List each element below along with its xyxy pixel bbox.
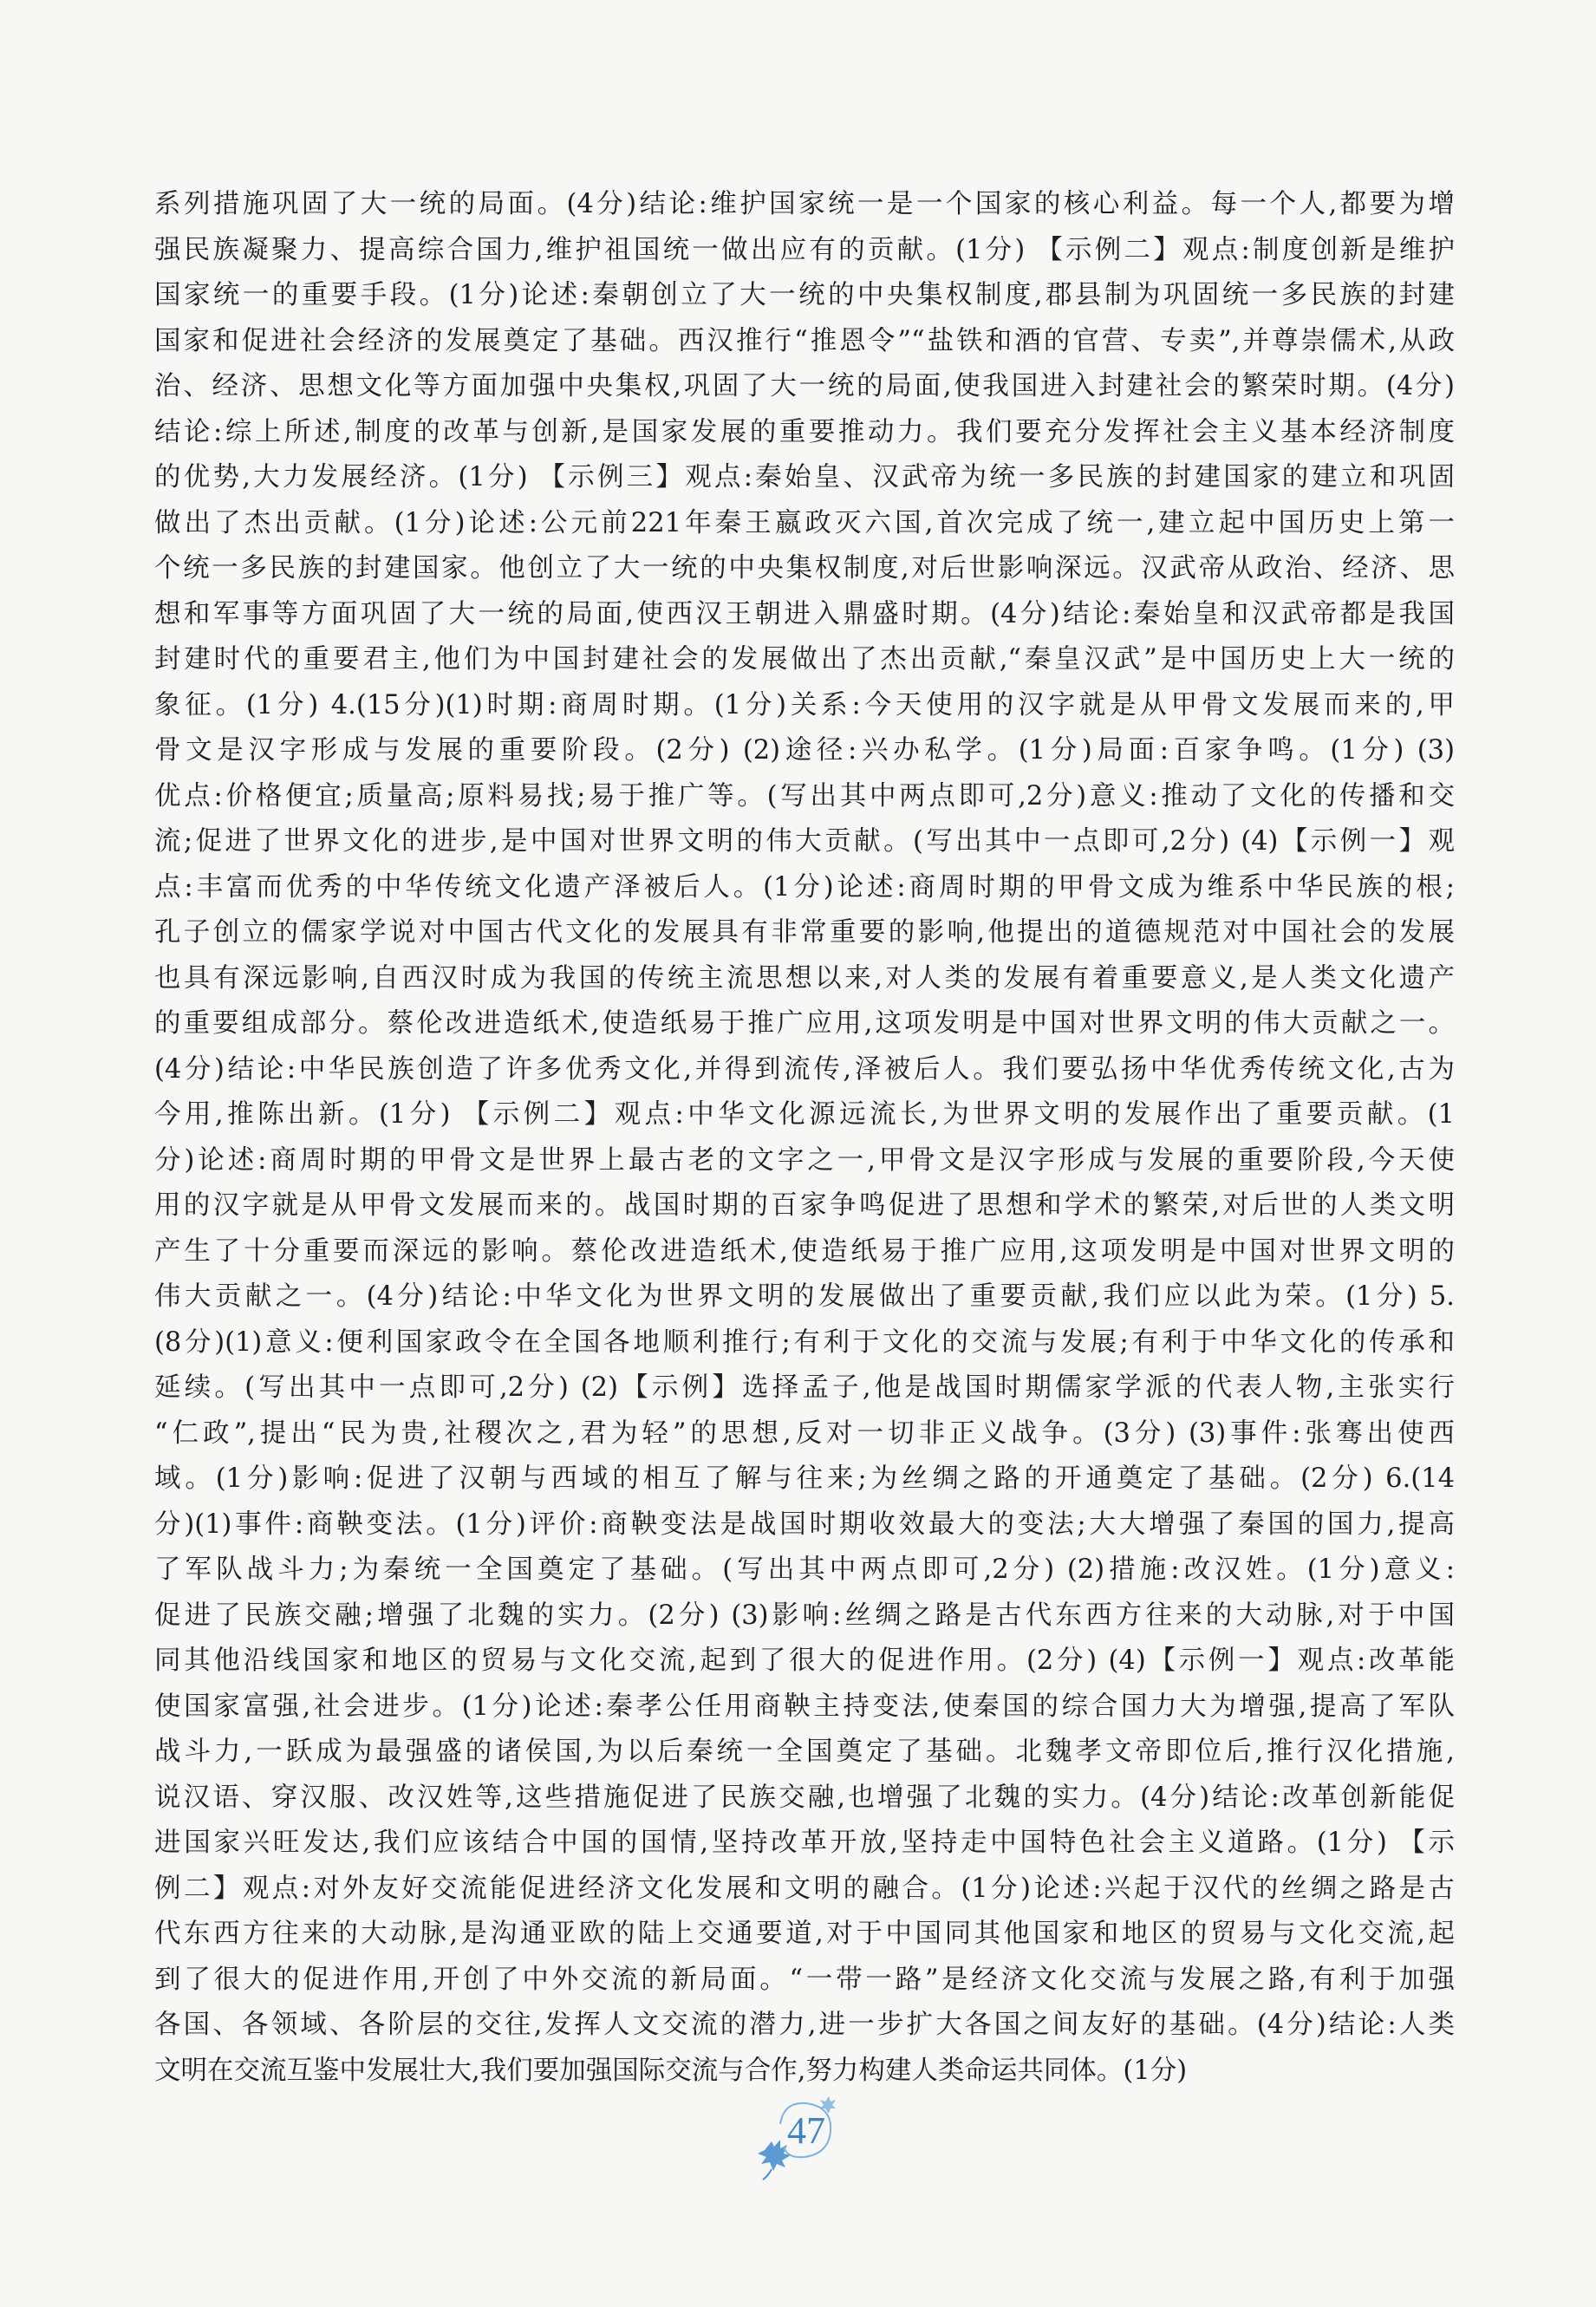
answer-text-block (154, 182, 1455, 2094)
text-line: 的重要组成部分。蔡伦改进造纸术,使造纸易于推广应用,这项发明是中国对世界文明的伟大贡献之一。 (154, 1008, 1455, 1039)
text-line: 孔子创立的儒家学说对中国古代文化的发展具有非常重要的影响,他提出的道德规范对中国社会的发展 (154, 917, 1455, 948)
text-line: 想和军事等方面巩固了大一统的局面,使西汉王朝进入鼎盛时期。(4分)结论:秦始皇和汉武帝都是我国 (154, 598, 1455, 629)
text-line: 了军队战斗力;为秦统一全国奠定了基础。(写出其中两点即可,2分) (2)措施:改汉姓。(1分)意义: (154, 1554, 1455, 1585)
text-line: 域。(1分)影响:促进了汉朝与西域的相互了解与往来;为丝绸之路的开通奠定了基础。(2分) 6.(14 (154, 1463, 1455, 1494)
text-line: 伟大贡献之一。(4分)结论:中华文化为世界文明的发展做出了重要贡献,我们应以此为荣。(1分) 5. (154, 1281, 1455, 1312)
text-line: 分)论述:商周时期的甲骨文是世界上最古老的文字之一,甲骨文是汉字形成与发展的重要阶段,今天使 (154, 1144, 1455, 1176)
text-line: 进国家兴旺发达,我们应该结合中国的国情,坚持改革开放,坚持走中国特色社会主义道路。(1分) 【示 (154, 1828, 1455, 1858)
text-line: 促进了民族交融;增强了北魏的实力。(2分) (3)影响:丝绸之路是古代东西方往来的大动脉,对于中国 (154, 1600, 1455, 1631)
text-line: 同其他沿线国家和地区的贸易与文化交流,起到了很大的促进作用。(2分) (4)【示例一】观点:改革能 (154, 1646, 1455, 1676)
text-line: (8分)(1)意义:便利国家政令在全国各地顺利推行;有利于文化的交流与发展;有利于中华文化的传承和 (154, 1326, 1455, 1358)
text-line: 各国、各领域、各阶层的交往,发挥人文交流的潜力,进一步扩大各国之间友好的基础。(4分)结论:人类 (154, 2010, 1455, 2040)
text-line: 国家和促进社会经济的发展奠定了基础。西汉推行“推恩令”“盐铁和酒的官营、专卖”,并尊崇儒术,从政 (154, 325, 1455, 356)
text-line: 强民族凝聚力、提高综合国力,维护祖国统一做出应有的贡献。(1分) 【示例二】观点:制度创新是维护 (154, 234, 1455, 265)
page-number: 47 (787, 2109, 825, 2152)
text-line: 象征。(1分) 4.(15分)(1)时期:商周时期。(1分)关系:今天使用的汉字就是从甲骨文发展而来的,甲 (154, 689, 1455, 720)
text-line: 例二】观点:对外友好交流能促进经济文化发展和文明的融合。(1分)论述:兴起于汉代的丝绸之路是古 (154, 1873, 1455, 1904)
text-line: 治、经济、思想文化等方面加强中央集权,巩固了大一统的局面,使我国进入封建社会的繁荣时期。(4分) (154, 371, 1455, 401)
text-line: 延续。(写出其中一点即可,2分) (2)【示例】选择孟子,他是战国时期儒家学派的代表人物,主张实行 (154, 1372, 1455, 1403)
text-line: 分)(1)事件:商鞅变法。(1分)评价:商鞅变法是战国时期收效最大的变法;大大增强了秦国的国力,提高 (154, 1509, 1455, 1540)
text-line: 个统一多民族的封建国家。他创立了大一统的中央集权制度,对后世影响深远。汉武帝从政治、经济、思 (154, 553, 1455, 583)
text-line: 系列措施巩固了大一统的局面。(4分)结论:维护国家统一是一个国家的核心利益。每一个人,都要为增 (154, 189, 1455, 219)
text-line: 点:丰富而优秀的中华传统文化遗产泽被后人。(1分)论述:商周时期的甲骨文成为维系中华民族的根; (154, 871, 1455, 903)
page-footer (746, 2089, 850, 2185)
text-line: 产生了十分重要而深远的影响。蔡伦改进造纸术,使造纸易于推广应用,这项发明是中国对世界文明的 (154, 1235, 1455, 1267)
text-line: 也具有深远影响,自西汉时成为我国的传统主流思想以来,对人类的发展有着重要意义,是人类文化遗产 (154, 962, 1455, 994)
text-line: 流;促进了世界文化的进步,是中国对世界文明的伟大贡献。(写出其中一点即可,2分) (4)【示例一】观 (154, 826, 1455, 857)
text-line: (4分)结论:中华民族创造了许多优秀文化,并得到流传,泽被后人。我们要弘扬中华优秀传统文化,古为 (154, 1053, 1455, 1085)
text-line: 优点:价格便宜;质量高;原料易找;易于推广等。(写出其中两点即可,2分)意义:推动了文化的传播和交 (154, 780, 1455, 811)
text-line: 国家统一的重要手段。(1分)论述:秦朝创立了大一统的中央集权制度,郡县制为巩固统一多民族的封建 (154, 280, 1455, 310)
text-line: 战斗力,一跃成为最强盛的诸侯国,为以后秦统一全国奠定了基础。北魏孝文帝即位后,推行汉化措施, (154, 1737, 1455, 1767)
text-line: 使国家富强,社会进步。(1分)论述:秦孝公任用商鞅主持变法,使秦国的综合国力大为增强,提高了军队 (154, 1691, 1455, 1722)
text-line: 到了很大的促进作用,开创了中外交流的新局面。“一带一路”是经济文化交流与发展之路,有利于加强 (154, 1964, 1455, 1995)
text-line: “仁政”,提出“民为贵,社稷次之,君为轻”的思想,反对一切非正义战争。(3分) (3)事件:张骞出使西 (154, 1417, 1455, 1449)
text-line: 的优势,大力发展经济。(1分) 【示例三】观点:秦始皇、汉武帝为统一多民族的封建国家的建立和巩固 (154, 462, 1455, 492)
text-line: 封建时代的重要君主,他们为中国封建社会的发展做出了杰出贡献,“秦皇汉武”是中国历史上大一统的 (154, 644, 1455, 675)
text-line: 骨文是汉字形成与发展的重要阶段。(2分) (2)途径:兴办私学。(1分)局面:百家争鸣。(1分) (3) (154, 735, 1455, 766)
text-line: 用的汉字就是从甲骨文发展而来的。战国时期的百家争鸣促进了思想和学术的繁荣,对后世的人类文明 (154, 1190, 1455, 1221)
text-line: 今用,推陈出新。(1分) 【示例二】观点:中华文化源远流长,为世界文明的发展作出了重要贡献。(1 (154, 1099, 1455, 1130)
text-line: 代东西方往来的大动脉,是沟通亚欧的陆上交通要道,对于中国同其他国家和地区的贸易与文化交流,起 (154, 1919, 1455, 1949)
text-line: 做出了杰出贡献。(1分)论述:公元前221年秦王嬴政灭六国,首次完成了统一,建立起中国历史上第一 (154, 507, 1455, 538)
text-line: 结论:综上所述,制度的改革与创新,是国家发展的重要推动力。我们要充分发挥社会主义基本经济制度 (154, 416, 1455, 447)
text-line: 说汉语、穿汉服、改汉姓等,这些措施促进了民族交融,也增强了北魏的实力。(4分)结论:改革创新能促 (154, 1782, 1455, 1813)
text-line: 文明在交流互鉴中发展壮大,我们要加强国际交流与合作,努力构建人类命运共同体。(1分) (154, 2055, 1188, 2086)
